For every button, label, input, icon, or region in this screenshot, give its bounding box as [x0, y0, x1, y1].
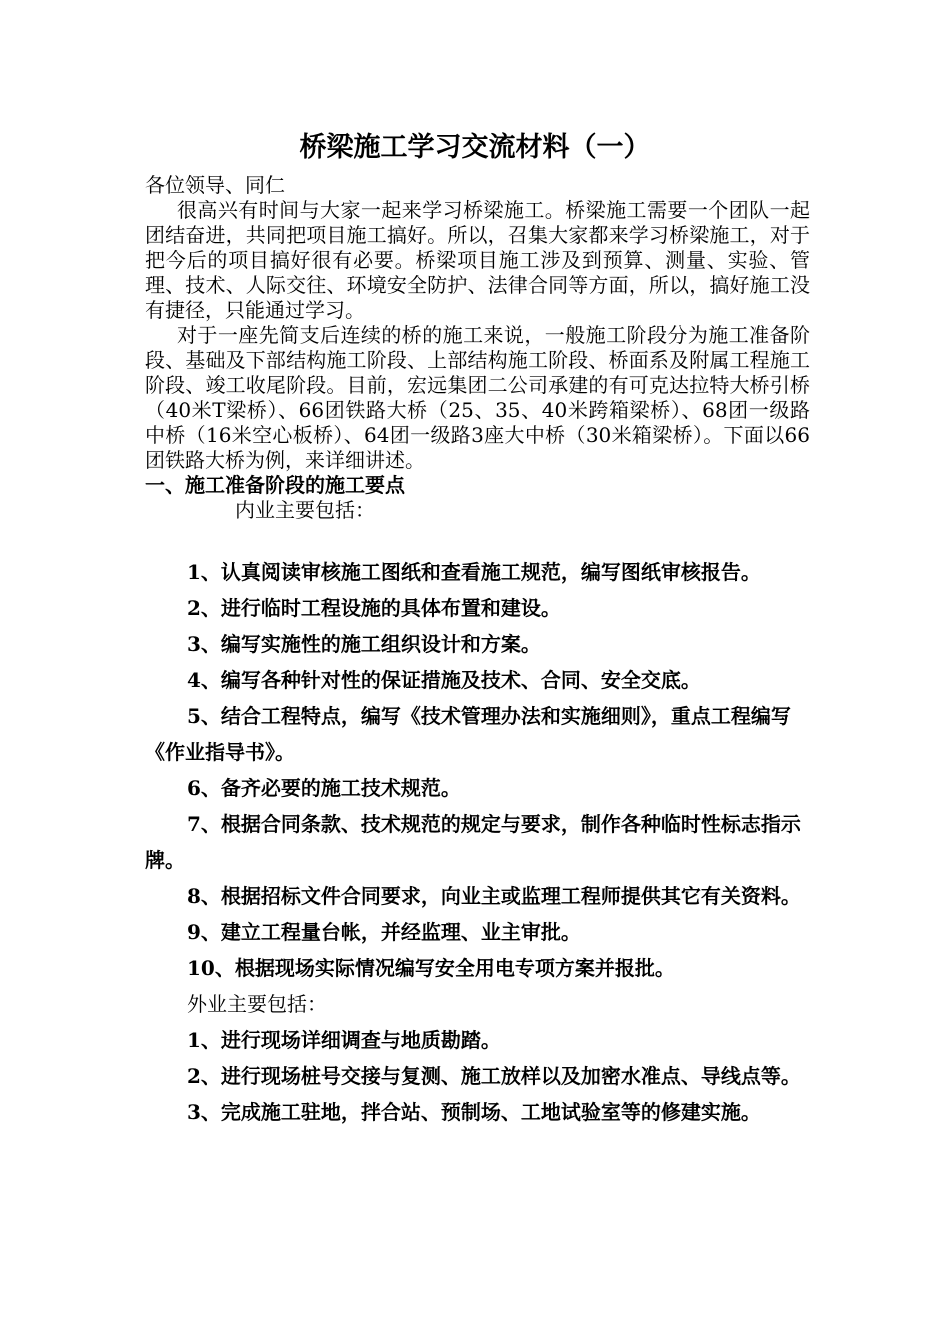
intro-section	[145, 173, 810, 523]
internal-work-heading: 内业主要包括：	[235, 498, 375, 522]
internal-item-2: 2、进行临时工程设施的具体布置和建设。	[187, 596, 561, 620]
external-item-3: 3、完成施工驻地，拌合站、预制场、工地试验室等的修建实施。	[187, 1100, 761, 1124]
document-title: 桥梁施工学习交流材料（一）	[299, 132, 651, 163]
internal-item-6: 6、备齐必要的施工技术规范。	[187, 776, 461, 800]
intro-paragraph-1: 很高兴有时间与大家一起来学习桥梁施工。桥梁施工需要一个团队一起团结奋进，共同把项目施工搞好。所以，召集大家都来学习桥梁施工，对于把今后的项目搞好很有必要。桥梁项目施工涉及到预算、测量、实验、管理、技术、人际交往、环境安全防护、法律合同等方面，所以，搞好施工没有捷径，只能通过学习。	[145, 198, 810, 322]
external-item-2: 2、进行现场桩号交接与复测、施工放样以及加密水准点、导线点等。	[187, 1064, 801, 1088]
external-item-1: 1、进行现场详细调查与地质勘踏。	[187, 1028, 501, 1052]
internal-item-3: 3、编写实施性的施工组织设计和方案。	[187, 632, 541, 656]
intro-paragraph-2: 对于一座先简支后连续的桥的施工来说，一般施工阶段分为施工准备阶段、基础及下部结构施工阶段、上部结构施工阶段、桥面系及附属工程施工阶段、竣工收尾阶段。目前，宏远集团二公司承建的有可克达拉特大桥引桥（40米T梁桥）、66团铁路大桥（25、35、40米跨箱梁桥）、68团一级路中桥（16米空心板桥）、64团一级路3座大中桥（30米箱梁桥）。下面以66团铁路大桥为例，来详细讲述。	[145, 323, 810, 472]
salutation: 各位领导、同仁	[145, 173, 285, 197]
internal-item-5: 5、结合工程特点，编写《技术管理办法和实施细则》，重点工程编写《作业指导书》。	[145, 704, 791, 764]
internal-item-9: 9、建立工程量台帐，并经监理、业主审批。	[187, 920, 581, 944]
internal-item-7: 7、根据合同条款、技术规范的规定与要求，制作各种临时性标志指示牌。	[145, 812, 801, 872]
work-list	[145, 554, 825, 1130]
internal-item-8: 8、根据招标文件合同要求，向业主或监理工程师提供其它有关资料。	[187, 884, 801, 908]
external-work-heading: 外业主要包括：	[187, 992, 327, 1016]
internal-item-10: 10、根据现场实际情况编写安全用电专项方案并报批。	[187, 956, 675, 980]
section-heading: 一、施工准备阶段的施工要点	[145, 473, 405, 497]
internal-item-4: 4、编写各种针对性的保证措施及技术、合同、安全交底。	[187, 668, 701, 692]
internal-item-1: 1、认真阅读审核施工图纸和查看施工规范，编写图纸审核报告。	[187, 560, 761, 584]
